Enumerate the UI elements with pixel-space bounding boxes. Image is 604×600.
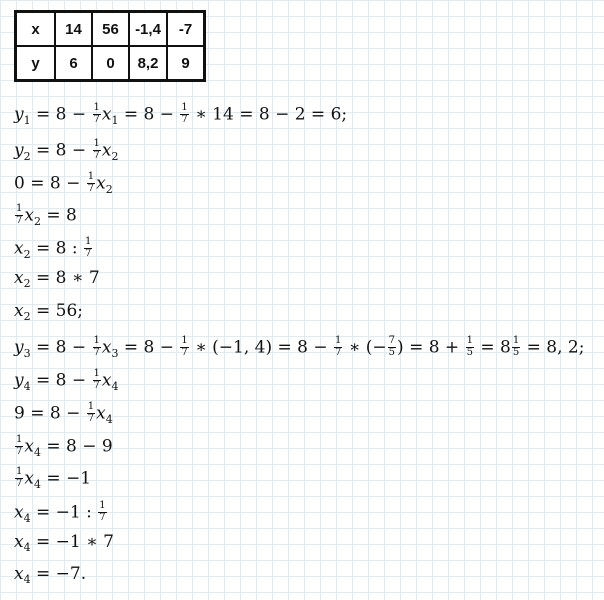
table-cell: 9 <box>167 46 205 81</box>
fraction: $\frac{1}{5}$ <box>466 335 473 358</box>
var: x <box>24 205 34 226</box>
var: y <box>14 337 24 358</box>
expr: = −1 : <box>30 502 98 523</box>
subscript: 4 <box>111 379 119 393</box>
table-cell: 14 <box>55 12 92 47</box>
equation-line-8 <box>14 337 584 359</box>
expr: ∗ (−1, 4) = 8 − <box>189 337 334 358</box>
fraction: $\frac{1}{7}$ <box>93 138 100 161</box>
subscript: 2 <box>33 214 41 228</box>
subscript: 4 <box>23 379 31 393</box>
var: x <box>24 468 34 489</box>
subscript: 2 <box>105 182 113 196</box>
fraction: $\frac{1}{5}$ <box>512 335 520 358</box>
subscript: 4 <box>105 412 113 426</box>
subscript: 2 <box>23 277 31 290</box>
subscript: 4 <box>23 511 31 525</box>
fraction: $\frac{1}{7}$ <box>87 171 95 194</box>
equation-line-13 <box>14 502 108 524</box>
expr: ∗ (− <box>343 337 387 358</box>
expr: = 8 − <box>118 337 180 358</box>
subscript: 4 <box>23 541 31 554</box>
expr: = 8 − <box>30 104 92 125</box>
equation-line-5 <box>14 238 93 260</box>
expr: = 8 − <box>30 140 92 161</box>
row-label-y: y <box>16 46 56 81</box>
table-cell: -7 <box>167 12 205 47</box>
subscript: 3 <box>23 346 31 360</box>
fraction: $\frac{1}{7}$ <box>85 236 92 259</box>
fraction: $\frac{1}{7}$ <box>16 203 23 226</box>
equation-line-4 <box>14 205 77 227</box>
equation-line-11 <box>14 436 113 458</box>
table-cell: 56 <box>92 12 129 47</box>
expr: = 56; <box>30 301 84 321</box>
subscript: 4 <box>23 573 31 586</box>
expr: = 8, 2; <box>521 337 585 358</box>
subscript: 2 <box>23 247 31 261</box>
expr: = 8 <box>40 205 77 226</box>
expr: = 8 − <box>30 337 92 358</box>
table-cell: -1,4 <box>129 12 167 47</box>
var: y <box>14 370 24 391</box>
expr: = 8 − <box>30 370 92 391</box>
expr: = 8 − <box>118 104 180 125</box>
expr: ) = 8 + <box>397 337 465 358</box>
var: x <box>14 532 24 552</box>
expr: = 8 − 9 <box>40 436 113 457</box>
table-cell: 0 <box>92 46 129 81</box>
var: x <box>96 403 106 424</box>
subscript: 4 <box>33 445 41 459</box>
fraction: $\frac{1}{7}$ <box>87 401 95 424</box>
equation-line-15 <box>14 564 87 586</box>
fraction: $\frac{1}{7}$ <box>93 102 100 125</box>
expr: = 8 ∗ 7 <box>30 268 100 288</box>
table-cell: 8,2 <box>129 46 167 81</box>
equation-line-2 <box>14 140 119 162</box>
fraction: $\frac{1}{7}$ <box>93 368 100 391</box>
var: x <box>101 104 112 125</box>
var: x <box>101 370 112 391</box>
fraction: $\frac{1}{7}$ <box>181 102 188 125</box>
fraction: $\frac{1}{7}$ <box>16 466 23 489</box>
var: x <box>101 140 112 161</box>
table-cell: 6 <box>55 46 92 81</box>
var: x <box>96 173 106 194</box>
subscript: 2 <box>111 149 119 163</box>
subscript: 2 <box>23 310 31 323</box>
expr: 0 = 8 − <box>14 173 86 194</box>
equation-line-6 <box>14 268 100 290</box>
var: y <box>14 140 24 161</box>
expr: ∗ 14 = 8 − 2 = 6; <box>189 104 348 125</box>
value-table <box>14 10 206 82</box>
fraction: $\frac{1}{7}$ <box>181 335 188 358</box>
subscript: 2 <box>23 149 31 163</box>
subscript: 1 <box>23 113 31 127</box>
fraction: $\frac{7}{5}$ <box>388 335 396 358</box>
fraction: $\frac{1}{7}$ <box>93 335 100 358</box>
var: x <box>14 564 24 584</box>
equation-line-7 <box>14 301 84 323</box>
var: x <box>14 502 24 523</box>
expr: = −1 ∗ 7 <box>30 532 114 552</box>
expr: = −7. <box>30 564 87 584</box>
var: x <box>14 301 24 321</box>
expr: = 8 : <box>30 238 83 259</box>
var: x <box>24 436 34 457</box>
fraction: $\frac{1}{7}$ <box>335 335 342 358</box>
row-label-x: x <box>16 12 56 47</box>
fraction: $\frac{1}{7}$ <box>99 500 106 523</box>
equation-line-9 <box>14 370 119 392</box>
expr: = −1 <box>40 468 92 489</box>
equation-line-3 <box>14 173 113 195</box>
equation-line-10 <box>14 403 113 425</box>
var: x <box>101 337 112 358</box>
subscript: 4 <box>33 477 41 491</box>
var: x <box>14 238 24 259</box>
table-row-x <box>16 12 205 47</box>
fraction: $\frac{1}{7}$ <box>16 434 23 457</box>
subscript: 1 <box>111 113 119 127</box>
equation-line-14 <box>14 532 114 554</box>
expr: 9 = 8 − <box>14 403 86 424</box>
table-row-y <box>16 46 205 81</box>
equation-line-1 <box>14 104 347 126</box>
equation-line-12 <box>14 468 91 490</box>
subscript: 3 <box>111 346 119 360</box>
var: x <box>14 268 24 288</box>
expr: = 8 <box>474 337 511 358</box>
var: y <box>14 104 24 125</box>
